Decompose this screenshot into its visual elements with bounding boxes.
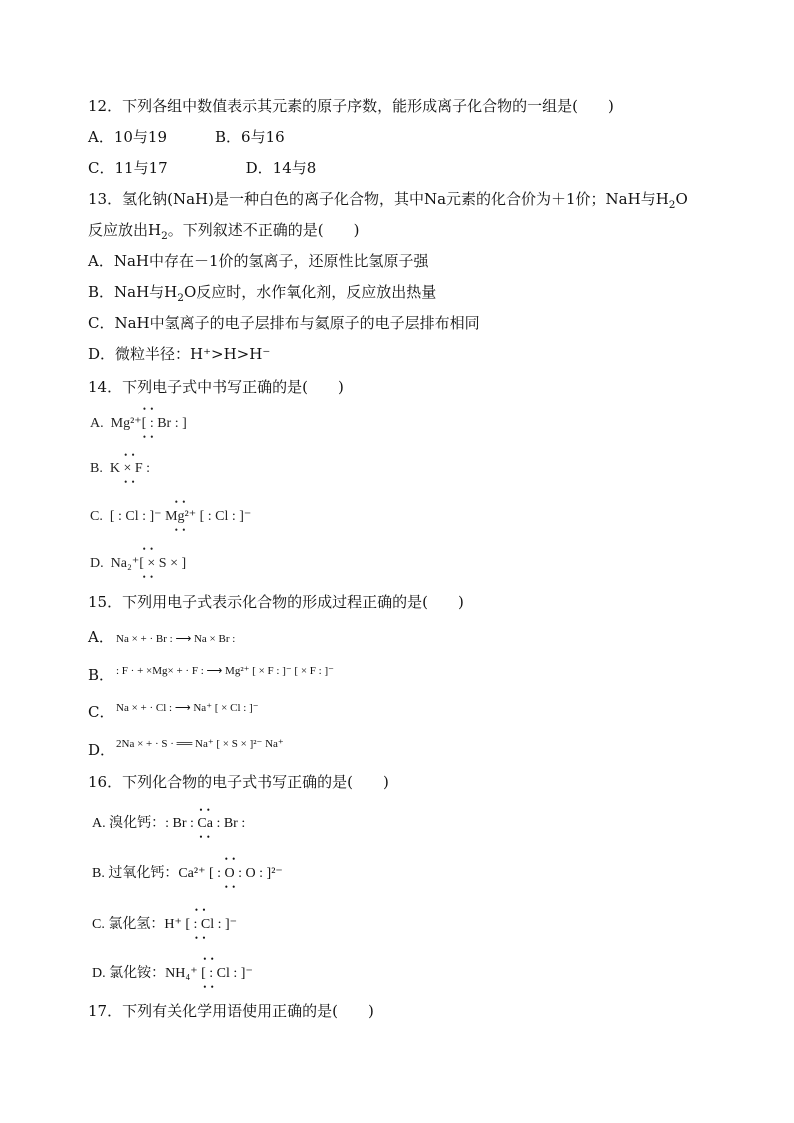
q16-option-c-label: C. 氯化氢： bbox=[92, 917, 165, 932]
q14-option-d-formula: • • Na₂⁺[ × S × ] • • bbox=[111, 555, 187, 572]
q16-option-d bbox=[92, 962, 253, 982]
q15-option-a-label: A． bbox=[88, 628, 114, 646]
q15-option-d-formula: 2Na × + · S · ══ Na⁺ [ × S × ]²⁻ Na⁺ bbox=[116, 738, 284, 750]
q13-option-b-sub: 2 bbox=[177, 292, 184, 304]
q14-option-a bbox=[90, 415, 187, 432]
q15-option-d-label: D． bbox=[88, 741, 116, 759]
q14-option-b bbox=[90, 461, 150, 477]
q15-option-a bbox=[88, 627, 236, 647]
q16-stem: 16．下列化合物的电子式书写正确的是( ) bbox=[88, 773, 389, 791]
q14-option-d-label: D. bbox=[90, 556, 104, 571]
q16-option-c-formula: • • H⁺ [ : Cl : ]⁻ • • bbox=[164, 916, 237, 933]
q12-option-a: A．10与19 bbox=[88, 128, 168, 146]
q12-options-cd bbox=[88, 158, 316, 178]
q14-option-c-label: C. bbox=[90, 509, 103, 524]
q15-option-b-label: B． bbox=[88, 666, 115, 684]
q15-option-b bbox=[88, 665, 334, 685]
q13-option-a: A．NaH中存在－1价的氢离子，还原性比氢原子强 bbox=[88, 252, 429, 270]
q14-option-a-label: A. bbox=[90, 416, 104, 431]
q12-options-ab bbox=[88, 127, 285, 147]
q15-option-c bbox=[88, 702, 259, 722]
q15-option-c-label: C． bbox=[88, 703, 115, 721]
q13-stem1-text: 13．氢化钠(NaH)是一种白色的离子化合物，其中Na元素的化合价为＋1价；NaH与H bbox=[88, 190, 669, 208]
q16-option-b-label: B. 过氧化钙： bbox=[92, 866, 179, 881]
q14-option-b-label: B. bbox=[90, 461, 103, 476]
q14-option-c-formula: • • [ : Cl : ]⁻ Mg²⁺ [ : Cl : ]⁻ • • bbox=[110, 508, 251, 525]
q16-option-a-formula: • • : Br : Ca : Br : • • bbox=[165, 816, 245, 832]
q14-stem: 14．下列电子式中书写正确的是( ) bbox=[88, 378, 344, 396]
q15-stem: 15．下列用电子式表示化合物的形成过程正确的是( ) bbox=[88, 593, 464, 611]
q15-option-a-formula: Na × + · Br : ⟶ Na × Br : bbox=[116, 633, 236, 645]
q13-stem2-text: 反应放出H bbox=[88, 221, 162, 239]
q16-option-c bbox=[92, 913, 237, 933]
q16-option-d-formula: • • NH₄⁺ [ : Cl : ]⁻ • • bbox=[165, 965, 253, 982]
q13-stem-line1 bbox=[88, 189, 688, 215]
q14-option-a-formula: • • Mg²⁺[ : Br : ] • • bbox=[111, 415, 187, 432]
q15-option-b-formula: : F · + ×Mg× + · F : ⟶ Mg²⁺ [ × F : ]⁻ [ × F : ]⁻ bbox=[116, 665, 334, 677]
q13-option-c: C．NaH中氢离子的电子层排布与氦原子的电子层排布相同 bbox=[88, 314, 480, 332]
q14-option-d bbox=[90, 555, 186, 572]
q16-option-a-label: A. 溴化钙： bbox=[92, 816, 166, 831]
q16-option-b-formula: • • Ca²⁺ [ : O : O : ]²⁻ • • bbox=[178, 865, 282, 882]
q16-option-d-label: D. 氯化铵： bbox=[92, 966, 166, 981]
q12-option-d: D．14与8 bbox=[245, 159, 317, 177]
q13-stem2-end: 。下列叙述不正确的是( ) bbox=[167, 221, 360, 239]
q13-option-d: D．微粒半径：H⁺>H>H⁻ bbox=[88, 345, 271, 363]
q15-option-d bbox=[88, 738, 284, 760]
q13-option-b-end: O反应时，水作氧化剂，反应放出热量 bbox=[183, 283, 437, 301]
q13-stem1-end: O bbox=[675, 190, 688, 208]
q16-option-a bbox=[92, 812, 245, 832]
q13-stem2-sub: 2 bbox=[161, 230, 168, 242]
q13-option-b bbox=[88, 282, 436, 308]
q17-stem: 17．下列有关化学用语使用正确的是( ) bbox=[88, 1002, 374, 1020]
q13-stem-line2 bbox=[88, 220, 360, 246]
q14-option-c bbox=[90, 508, 251, 525]
q15-option-c-formula: Na × + · Cl : ⟶ Na⁺ [ × Cl : ]⁻ bbox=[116, 702, 259, 714]
q12-option-b: B．6与16 bbox=[215, 128, 285, 146]
q12-stem: 12．下列各组中数值表示其元素的原子序数，能形成离子化合物的一组是( ) bbox=[88, 97, 614, 115]
q13-stem1-sub: 2 bbox=[668, 199, 676, 211]
q14-option-b-formula: • • K × F : • • bbox=[110, 461, 150, 477]
q13-option-b-text: B．NaH与H bbox=[88, 283, 178, 301]
q12-option-c: C．11与17 bbox=[88, 159, 168, 177]
q16-option-b bbox=[92, 862, 283, 882]
